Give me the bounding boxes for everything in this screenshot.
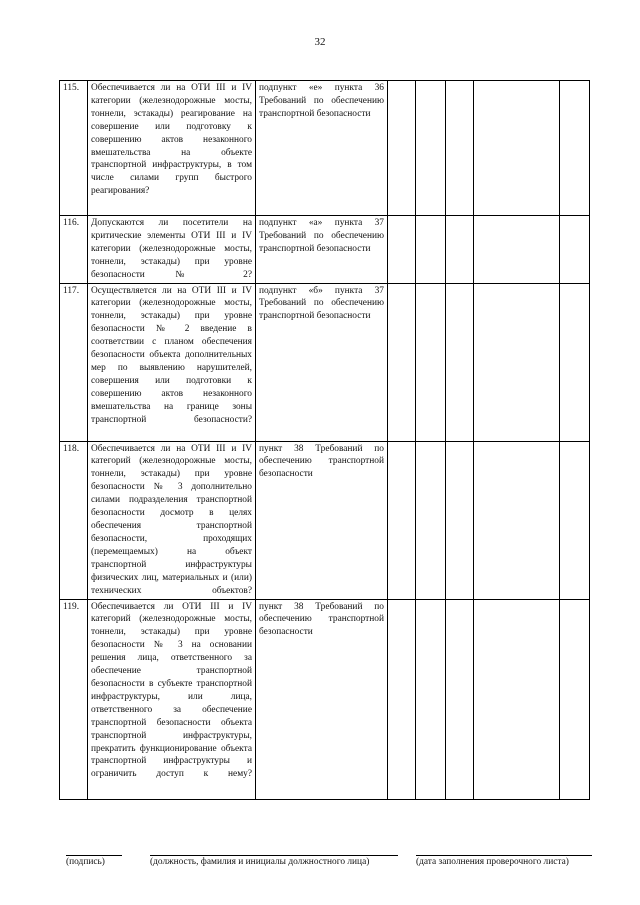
mark-cell[interactable] [560,441,590,599]
answer-yes-cell[interactable] [388,216,416,284]
answer-yes-cell[interactable] [388,283,416,441]
row-reference: пункт 38 Требований по обеспечению транспортной безопасности [256,441,388,599]
answer-yes-cell[interactable] [388,441,416,599]
position-label: (должность, фамилия и инициалы должностного лица) [150,855,398,867]
answer-na-cell[interactable] [446,81,474,216]
answer-no-cell[interactable] [416,81,446,216]
comment-cell[interactable] [474,81,560,216]
date-label: (дата заполнения проверочного листа) [416,855,592,867]
row-reference: пункт 38 Требований по обеспечению транспортной безопасности [256,599,388,799]
mark-cell[interactable] [560,283,590,441]
row-question: Обеспечивается ли на ОТИ III и IV категорий (железнодорожные мосты, тоннели, эстакады) при уровне безопасности № 3 дополнительно силами подразделения транспортной безопасности досмотр в целях обеспечения транспортной безопасности, проходящих (перемещаемых) на объект транспортной инфраструктуры физических лиц, материальных и (или) технических объектов? [88,441,256,599]
table-row [60,599,590,799]
answer-na-cell[interactable] [446,283,474,441]
answer-yes-cell[interactable] [388,81,416,216]
mark-cell[interactable] [560,599,590,799]
mark-cell[interactable] [560,216,590,284]
table-row [60,283,590,441]
row-reference: подпункт «е» пункта 36 Требований по обеспечению транспортной безопасности [256,81,388,216]
row-question: Осуществляется ли на ОТИ III и IV категории (железнодорожные мосты, тоннели, эстакады) при уровне безопасности № 2 введение в соответствии с планом обеспечения безопасности объекта дополнительных мер по выявлению нарушителей, совершения или подготовки к совершению актов незаконного вмешательства на границе зоны транспортной безопасности? [88,283,256,441]
row-question: Обеспечивается ли на ОТИ III и IV категории (железнодорожные мосты, тоннели, эстакады) реагирование на совершение или подготовку к совершению актов незаконного вмешательства на объекте транспортной инфраструктуры, в том числе силами групп быстрого реагирования? [88,81,256,216]
table-row [60,441,590,599]
comment-cell[interactable] [474,216,560,284]
mark-cell[interactable] [560,81,590,216]
comment-cell[interactable] [474,283,560,441]
comment-cell[interactable] [474,441,560,599]
comment-cell[interactable] [474,599,560,799]
signature-label: (подпись) [66,855,122,867]
answer-no-cell[interactable] [416,216,446,284]
row-number: 117. [60,283,88,441]
row-reference: подпункт «б» пункта 37 Требований по обеспечению транспортной безопасности [256,283,388,441]
answer-no-cell[interactable] [416,283,446,441]
answer-na-cell[interactable] [446,216,474,284]
row-number: 115. [60,81,88,216]
row-question: Допускаются ли посетители на критические элементы ОТИ III и IV категории (железнодорожные мосты, тоннели, эстакады) при уровне безопасности № 2? [88,216,256,284]
answer-na-cell[interactable] [446,441,474,599]
row-question: Обеспечивается ли ОТИ III и IV категорий (железнодорожные мосты, тоннели, эстакады) при уровне безопасности № 3 на основании решения лица, ответственного за обеспечение транспортной безопасности в субъекте транспортной инфраструктуры, или лица, ответственного за обеспечение транспортной безопасности объекта транспортной инфраструктуры, прекратить функционирование объекта транспортной инфраструктуры и ограничить доступ к нему? [88,599,256,799]
answer-no-cell[interactable] [416,441,446,599]
checklist-table [59,80,590,800]
page-number: 32 [314,36,326,48]
table-row [60,81,590,216]
answer-na-cell[interactable] [446,599,474,799]
row-number: 116. [60,216,88,284]
table-row [60,216,590,284]
row-number: 119. [60,599,88,799]
answer-no-cell[interactable] [416,599,446,799]
row-number: 118. [60,441,88,599]
answer-yes-cell[interactable] [388,599,416,799]
row-reference: подпункт «а» пункта 37 Требований по обеспечению транспортной безопасности [256,216,388,284]
